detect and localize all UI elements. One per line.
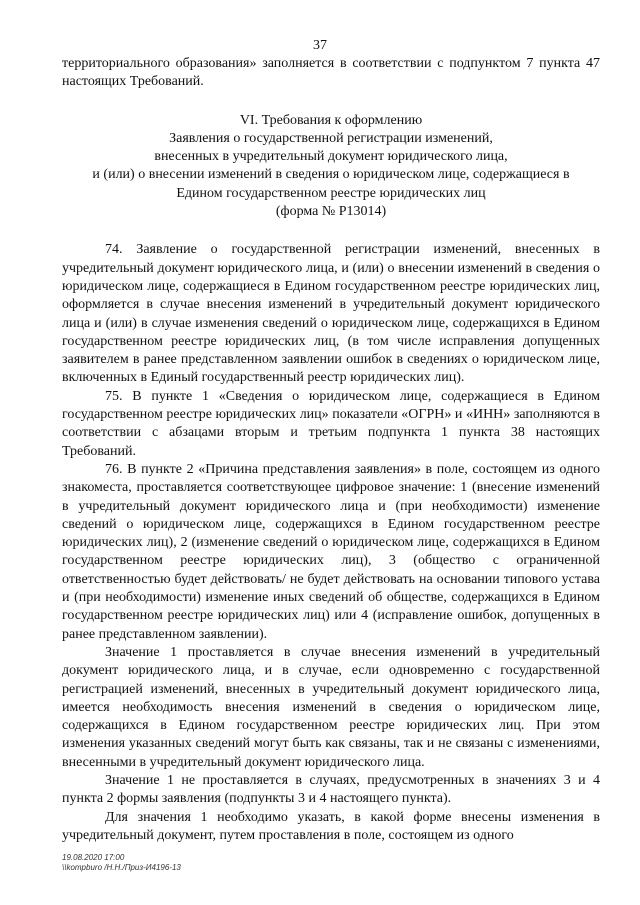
paragraph-value-1: Значение 1 проставляется в случае внесения изменений в учредительный документ юридического лица, и в случае, если одновременно с государственной регистрацией изменений, внесенных в учредительный документ юридического лица, имеется необходимость внесения изменений в сведения о юридическом лице, содержащихся в Едином государственном реестре юридических лиц. При этом изменения указанных сведений могут быть как связаны, так и не связаны с изменениями, внесенными в учредительный документ юридического лица. [62,644,600,770]
paragraph-value-1-exclusion: Значение 1 не проставляется в случаях, предусмотренных в значениях 3 и 4 пункта 2 формы заявления (подпункты 3 и 4 настоящего пункта). [62,772,600,807]
section-heading [62,112,600,222]
page-number: 37 [313,38,327,53]
section-title-line: Заявления о государственной регистрации изменений, [169,130,493,146]
document-footer [62,853,181,873]
section-title-line: Едином государственном реестре юридических лиц [176,185,486,201]
continuation-paragraph: территориального образования» заполняется в соответствии с подпунктом 7 пункта 47 настоящих Требований. [62,56,600,90]
paragraph-75: 75. В пункте 1 «Сведения о юридическом лице, содержащиеся в Едином государственном реестре юридических лиц» показатели «ОГРН» и «ИНН» заполняются в соответствии с абзацами вторым и третьим подпункта 1 пункта 38 настоящих Требований. [62,388,600,459]
section-title-line: и (или) о внесении изменений в сведения о юридическом лице, содержащиеся в [92,167,570,183]
paragraph-76: 76. В пункте 2 «Причина представления заявления» в поле, состоящем из одного знакоместа, проставляется соответствующее цифровое значение: 1 (внесение изменений в учредительный документ юридического лица и (при необходимости) изменение сведений о юридическом лице, содержащихся в Едином государственном реестре юридических лиц), 2 (изменение сведений о юридическом лице, содержащихся в Едином государственном реестре юридических лиц), 3 (общество с ограниченной ответственностью будет действовать/ не будет действовать на основании типового устава и (при необходимости) изменение иных сведений об обществе, содержащихся в Едином государственном реестре юридических лиц) или 4 (исправление ошибок, допущенных в ранее представленном заявлении). [62,461,600,642]
section-title-line: внесенных в учредительный документ юридического лица, [154,149,508,165]
document-body [62,55,600,845]
footer-date: 19.08.2020 17:00 [62,853,125,862]
section-title-line: VI. Требования к оформлению [239,112,423,128]
footer-path: \\kompburo /Н.Н./Приз-И4196-13 [62,863,181,872]
paragraph-74: 74. Заявление о государственной регистрации изменений, внесенных в учредительный документ юридического лица, и (или) о внесении изменений в сведения о юридическом лице, содержащиеся в Едином государственном реестре юридических лиц, оформляется в случае внесения изменений в учредительный документ юридического лица и (или) в случае изменения сведений о юридическом лице, содержащихся в Едином государственном реестре юридических лиц, (в том числе исправления допущенных заявителем в ранее представленном заявлении ошибок в сведениях о юридическом лице, включенных в Единый государственный реестр юридических лиц). [62,242,600,386]
paragraph-value-1-form: Для значения 1 необходимо указать, в какой форме внесены изменения в учредительный документ, путем проставления в поле, состоящем из одного [62,809,600,843]
section-title-line: (форма № Р13014) [275,204,387,220]
